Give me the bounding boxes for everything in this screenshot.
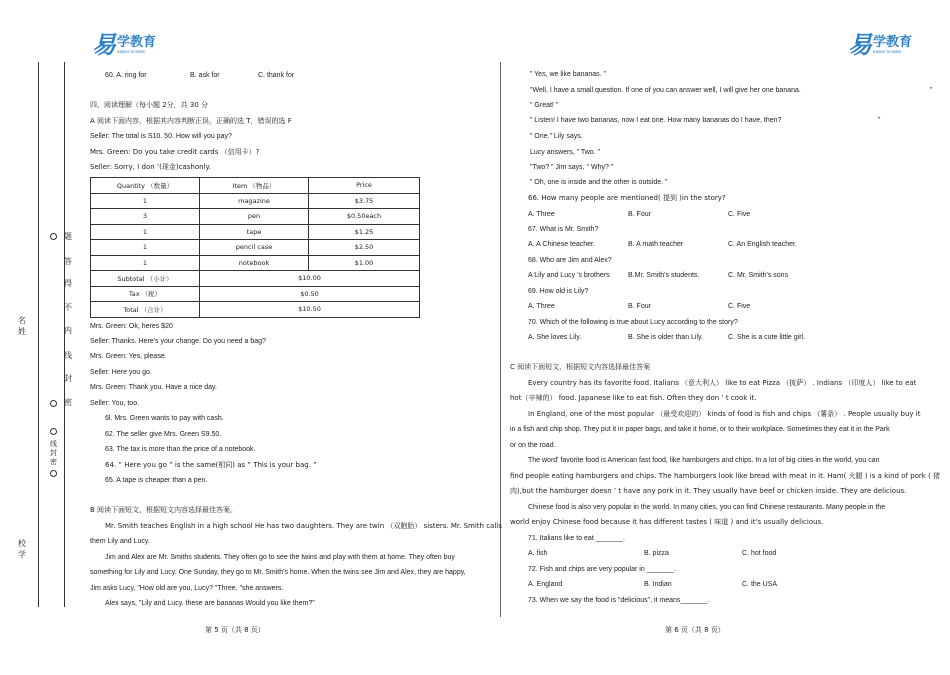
notice-char: 不 xyxy=(64,303,72,312)
passage-line: or on the road. xyxy=(510,442,556,449)
table-cell: $10.00 xyxy=(200,271,420,287)
dialogue-line: Mrs. Green: Thank you. Have a nice day. xyxy=(90,384,217,391)
question-72: 72. Fish and chips are very popular in _______. xyxy=(528,566,676,573)
story-quote: ” xyxy=(878,117,881,124)
option: A. fish xyxy=(528,550,548,557)
option: B. Four xyxy=(628,211,651,218)
statement-63: 63. The tax is more than the price of a notebook. xyxy=(105,446,256,453)
story-line: Lucy answers, ” Two. ” xyxy=(530,149,600,156)
binding-hole xyxy=(50,233,57,240)
section-b-title: B 阅读下面短文，根据短文内容选择最佳答案。 xyxy=(90,506,238,514)
passage-line: find people eating hamburgers and chips. The hamburgers look like bread with meat in it. Ham( 火腿 ) is a kind of pork ( 猪 xyxy=(510,472,941,480)
table-cell: 1 xyxy=(91,255,200,271)
option: C. An English teacher. xyxy=(728,241,797,248)
dialogue-line: Seller: You, too. xyxy=(90,400,140,407)
table-cell: notebook xyxy=(200,255,309,271)
passage-line: Chinese food is also very popular in the world. In many cities, you can find Chinese restaurants. Many people in the xyxy=(528,504,886,511)
table-cell: $0.50each xyxy=(309,209,420,225)
notice-char: 密 xyxy=(64,398,72,407)
table-cell: tape xyxy=(200,224,309,240)
section-c-title: C 阅读下面短文，根据短文内容选择最佳答案 xyxy=(510,363,651,371)
column-divider xyxy=(500,62,501,617)
passage-line: In England, one of the most popular （最受欢迎的） kinds of food is fish and chips （薯条） . People usually buy it xyxy=(528,410,921,418)
story-line: " Great! " xyxy=(530,102,559,109)
passage-line: Jim asks Lucy, "How old are you, Lucy? "Three. "she answers. xyxy=(90,585,284,592)
dialogue-line: Mrs. Green: Yes, please. xyxy=(90,353,167,360)
story-line: "Well, I have a small question. If one of you can answer well, I will give her one banana. xyxy=(530,87,801,94)
option: B.Mr. Smith's students. xyxy=(628,272,700,279)
tax-row xyxy=(91,286,420,302)
section-four-title: 四、阅读理解（每小题 2分，共 30 分 xyxy=(90,101,209,109)
option: C. hot food xyxy=(742,550,777,557)
logo-mark: 易 xyxy=(92,30,116,59)
question-70: 70. Which of the following is true about Lucy according to the story? xyxy=(528,319,738,326)
logo-slogan: easier to learn xyxy=(117,49,146,54)
option: C. the USA xyxy=(742,581,778,588)
table-header-row xyxy=(91,178,420,194)
option: B. Four xyxy=(628,303,651,310)
name-label: 名姓 xyxy=(18,316,26,336)
binding-hole xyxy=(50,470,57,477)
binding-hole xyxy=(50,400,57,407)
statement-65: 65. A tape is cheaper than a pen. xyxy=(105,477,208,484)
logo-right xyxy=(848,30,913,59)
statement-61: 6l. Mrs. Green wants to pay with cash. xyxy=(105,415,224,422)
seal-label: 线封密 xyxy=(50,440,57,466)
statement-64: 64. ” Here you go ” is the same(相同) as ” This is your bag. ” xyxy=(105,461,317,469)
dialogue-line: Mrs. Green: Ok, heres $20 xyxy=(90,323,173,330)
passage-line: 肉),but the hamburger doesn ’ t have any pork in it. They usually have beef or chicken inside. They are delicious. xyxy=(510,487,907,495)
logo-left xyxy=(92,30,157,59)
table-cell: 3 xyxy=(91,209,200,225)
table-header-cell: Quantity （数量） xyxy=(91,178,200,194)
passage-line: Mr. Smith teaches English in a high school He has two daughters. They are twin （双胞胎） sisters. Mr. Smith calls xyxy=(105,522,502,530)
q60-b: B. ask for xyxy=(190,72,220,79)
table-row xyxy=(91,255,420,271)
option: C. She is a cute little girl. xyxy=(728,334,806,341)
notice-char: 内 xyxy=(64,326,72,335)
option: A. Three xyxy=(528,211,555,218)
passage-line: world enjoy Chinese food because it has different tastes ( 味道 ) and it's usually delicious. xyxy=(510,518,824,526)
question-73: 73. When we say the food is "delicious", it means_______. xyxy=(528,597,710,604)
table-cell: $2.50 xyxy=(309,240,420,256)
option: A. England xyxy=(528,581,563,588)
q60-c: C. thank for xyxy=(258,72,295,79)
q60-a: 60. A. ring for xyxy=(105,72,147,79)
binding-hole xyxy=(50,428,57,435)
passage-line: in a fish and chip shop. They put it in paper bags, and take it home, or to their workplace. Sometimes they eat it in the Park xyxy=(510,426,890,433)
option: B. She is older than Lily. xyxy=(628,334,703,341)
notice-char: 线 xyxy=(64,351,72,360)
table-cell: $0.50 xyxy=(200,286,420,302)
option: A. She loves Lily. xyxy=(528,334,582,341)
question-66: 66. How many people are mentioned( 提到 )in the story? xyxy=(528,194,726,202)
story-line: ” Oh, one is inside and the other is outside. ” xyxy=(530,179,668,186)
notice-char: 答 xyxy=(64,257,72,266)
option: C. Mr. Smith's sons xyxy=(728,272,789,279)
story-line: ” One." Lily says. xyxy=(530,133,583,140)
table-header-cell: Price xyxy=(309,178,420,194)
dialogue-line: Seller: The total is S10. 50. How will you pay? xyxy=(90,133,232,140)
passage-line: them Lily and Lucy. xyxy=(90,538,150,545)
table-row xyxy=(91,240,420,256)
story-line: ” Yes, we like bananas. ” xyxy=(530,71,606,78)
page-footer: 第 6 页（共 8 页） xyxy=(665,626,725,634)
binding-line-outer xyxy=(38,62,39,607)
price-table xyxy=(90,177,420,318)
option: B. A math teacher xyxy=(628,241,684,248)
passage-line: Alex says, "Lily and Lucy. these are bananas Would you like them?" xyxy=(105,600,315,607)
table-cell: $1.00 xyxy=(309,255,420,271)
question-67: 67. What is Mr. Smith? xyxy=(528,226,599,233)
table-row xyxy=(91,193,420,209)
table-cell: Tax （税） xyxy=(91,286,200,302)
dialogue-line: Seller: Sorry, I don ’(现金)cashonly. xyxy=(90,163,211,171)
dialogue-line: Seller: Here you go. xyxy=(90,369,152,376)
table-cell: $10.50 xyxy=(200,302,420,318)
passage-line: something for Lily and Lucy. One Sunday, they go to Mr. Smith's home. When the twins see Jim and Alex, they are happy, xyxy=(90,569,466,576)
option: A Lily and Lucy ’s brothers xyxy=(528,272,610,279)
passage-line: Jim and Alex are Mr. Smiths students. They often go to see the twins and play with them at home. They often buy xyxy=(105,554,455,561)
table-cell: pen xyxy=(200,209,309,225)
passage-line: The word' favorite food is American fast food, like hamburgers and chips. In a lot of big cities in the world, you can xyxy=(528,457,880,464)
table-row xyxy=(91,209,420,225)
passage-line: Every country has its favorite food. Italians （意大利人） like to eat Pizza （披萨） . Indians （印度人） like to eat xyxy=(528,379,917,387)
total-row xyxy=(91,302,420,318)
option: C. Five xyxy=(728,211,751,218)
school-label: 校学 xyxy=(18,539,26,559)
option: B. Indian xyxy=(644,581,672,588)
table-cell: Total （合计） xyxy=(91,302,200,318)
logo-mark: 易 xyxy=(848,30,872,59)
option: A. A Chinese teacher. xyxy=(528,241,595,248)
logo-slogan: easier to learn xyxy=(873,49,902,54)
story-quote: ” xyxy=(930,87,933,94)
table-cell: $1.25 xyxy=(309,224,420,240)
table-header-cell: Item （物品） xyxy=(200,178,309,194)
notice-char: 得 xyxy=(64,279,72,288)
table-cell: $3.75 xyxy=(309,193,420,209)
table-cell: Subtotal （小计） xyxy=(91,271,200,287)
dialogue-line: Mrs. Green: Do you take credit cards （信用卡）? xyxy=(90,148,260,156)
passage-line: hot（辛辣的） food. Japanese like to eat fish. Often they don ’ t cook it. xyxy=(510,394,757,402)
section-a-title: A 阅读下面内容，根据其内容判断正误，正确的选 T，错误的选 F xyxy=(90,117,292,125)
question-71: 71. Italians like to eat _______. xyxy=(528,535,625,542)
story-line: ” Listen! I have two bananas, now I eat one. How many bananas do I have, then? xyxy=(530,117,782,124)
question-69: 69. How old is Lily? xyxy=(528,288,589,295)
table-cell: magazine xyxy=(200,193,309,209)
notice-char: 封 xyxy=(64,374,72,383)
table-cell: pencil case xyxy=(200,240,309,256)
story-line: "Two? ” Jim says, " Why? ” xyxy=(530,164,614,171)
table-cell: 1 xyxy=(91,193,200,209)
table-row xyxy=(91,224,420,240)
option: A. Three xyxy=(528,303,555,310)
page-footer: 第 5 页（共 8 页） xyxy=(205,626,265,634)
dialogue-line: Seller: Thanks. Here's your change. Do you need a bag? xyxy=(90,338,266,345)
question-68: 68. Who are Jim and Alex? xyxy=(528,257,612,264)
statement-62: 62. The seller give Mrs. Green S9.50. xyxy=(105,431,222,438)
logo-brand: 学教育 xyxy=(117,34,157,49)
option: C. Five xyxy=(728,303,751,310)
logo-brand: 学教育 xyxy=(873,34,913,49)
subtotal-row xyxy=(91,271,420,287)
option: B. pizza xyxy=(644,550,669,557)
notice-char: 题 xyxy=(64,232,72,241)
table-cell: 1 xyxy=(91,240,200,256)
table-cell: 1 xyxy=(91,224,200,240)
